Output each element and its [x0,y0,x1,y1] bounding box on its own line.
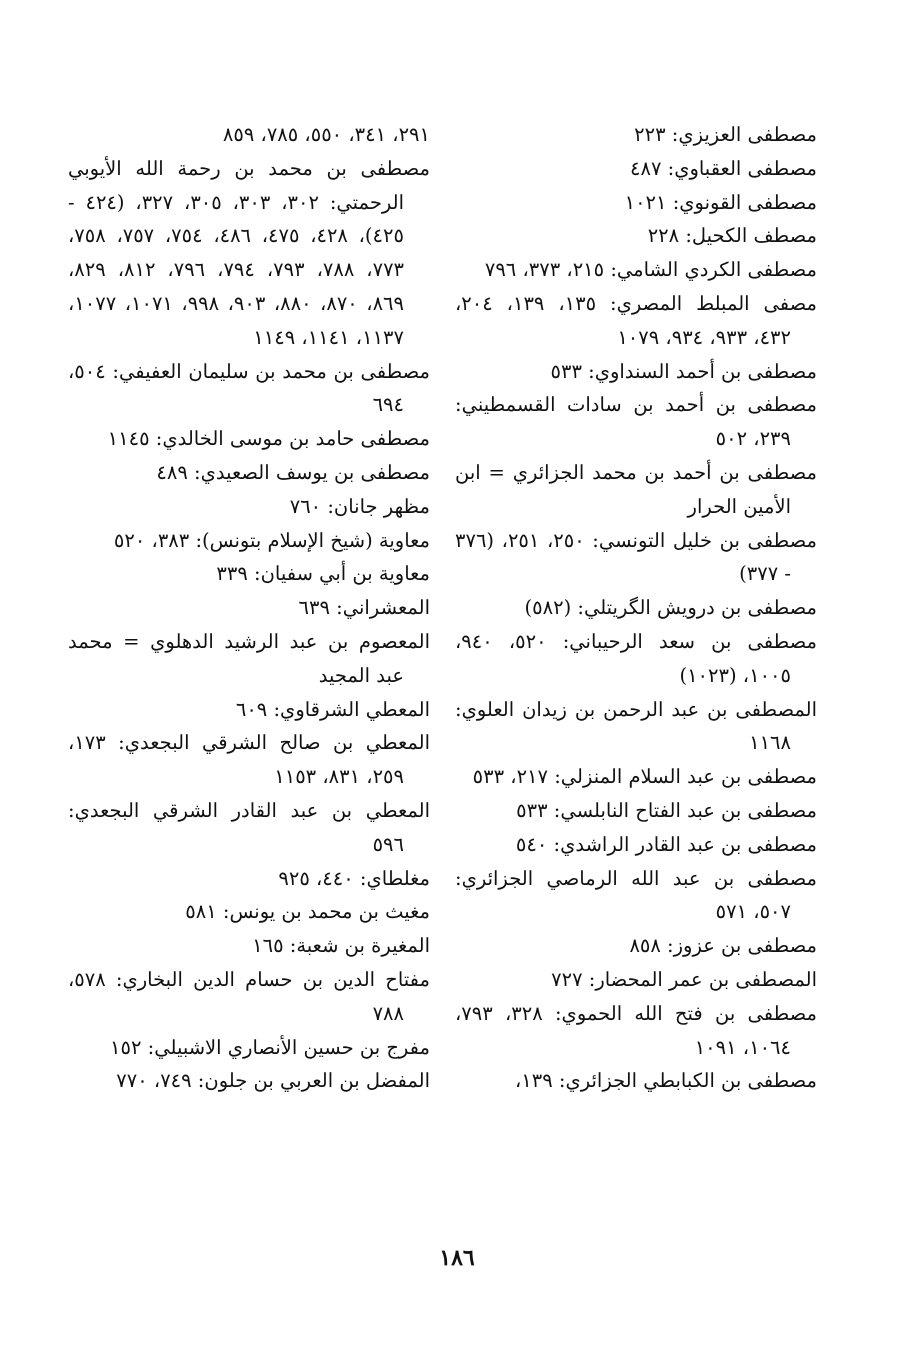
index-entry: مصطفى بن أحمد بن سادات القسمطيني: ٢٣٩، ٥٠٢ [455,393,817,451]
index-column-right [455,118,817,1098]
index-entry: المصطفى بن عمر المحضار: ٧٢٧ [551,967,817,991]
index-entry: مصطفى بن درويش الگريتلي: (٥٨٢) [524,596,817,620]
index-entry: المعطي الشرقاوي: ٦٠٩ [235,697,430,721]
index-entry: معاوية بن أبي سفيان: ٣٣٩ [216,562,430,586]
index-entry: المفضل بن العربي بن جلون: ٧٤٩، ٧٧٠ [116,1069,430,1093]
index-entry: مصطفى بن أحمد السنداوي: ٥٣٣ [550,359,817,383]
index-entry: مفرج بن حسين الأنصاري الاشبيلي: ١٥٢ [110,1035,430,1059]
index-entry: مفتاح الدين بن حسام الدين البخاري: ٥٧٨، ٧٨٨ [68,967,430,1025]
index-entry: مصطفى الكردي الشامي: ٢١٥، ٣٧٣، ٧٩٦ [484,258,817,282]
index-entry: مصطفى بن محمد بن رحمة الله الأيوبي الرحمتي: ٣٠٢، ٣٠٣، ٣٠٥، ٣٢٧، (٤٢٤ - ٤٢٥)، ٤٢٨، ٤٧٥، ٤٨٦، ٧٥٤، ٧٥٧، ٧٥٨، ٧٧٣، ٧٨٨، ٧٩٣، ٧٩٤، ٧٩٦، ٨١٢، ٨٢٩، ٨٦٩، ٨٧٠، ٨٨٠، ٩٠٣، ٩٩٨، ١٠٧١، ١٠٧٧، ١١٣٧، ١١٤١، ١١٤٩ [68,156,430,349]
index-entry: مصطفى بن سعد الرحيباني: ٥٢٠، ٩٤٠، ١٠٠٥، (١٠٢٣) [455,629,817,687]
index-entry: مصفى المبلط المصري: ١٣٥، ١٣٩، ٢٠٤، ٤٣٢، ٩٣٣، ٩٣٤، ١٠٧٩ [455,291,817,349]
index-entry: مصطفى بن عبد الله الرماصي الجزائري: ٥٠٧، ٥٧١ [455,866,817,924]
index-entry: مصطفى بن عزوز: ٨٥٨ [629,934,817,958]
index-entry: المعطي بن عبد القادر الشرقي البجعدي: ٥٩٦ [68,798,430,856]
index-entry: مصطفى العزيزي: ٢٢٣ [634,123,817,146]
index-entry: مصطفى بن الكبابطي الجزائري: ١٣٩، [514,1069,817,1093]
index-entry: مغلطاي: ٤٤٠، ٩٢٥ [278,866,430,890]
index-entry: مصطفى بن عبد السلام المنزلي: ٢١٧، ٥٣٣ [472,765,817,789]
index-entry: المغيرة بن شعبة: ١٦٥ [252,934,430,958]
index-entry-continuation: ٢٩١، ٣٤١، ٥٥٠، ٧٨٥، ٨٥٩ [222,123,430,146]
index-entry: المعشراني: ٦٣٩ [298,596,430,620]
index-entry: المعصوم بن عبد الرشيد الدهلوي = محمد عبد المجيد [68,629,430,687]
index-entry: المصطفى بن عبد الرحمن بن زيدان العلوي: ١١٦٨ [455,697,817,755]
index-entry: معاوية (شيخ الإسلام بتونس): ٣٨٣، ٥٢٠ [113,528,430,552]
index-entry: مصطفى بن عبد الفتاح النابلسي: ٥٣٣ [516,798,817,822]
index-entry: مصطفى حامد بن موسى الخالدي: ١١٤٥ [107,427,430,451]
index-entry: مظهر جانان: ٧٦٠ [289,494,430,518]
index-entry: مصطفى بن فتح الله الحموي: ٣٢٨، ٧٩٣، ١٠٦٤، ١٠٩١ [455,1001,818,1059]
index-column-left [68,118,430,1098]
index-entry: مصطفى بن خليل التونسي: ٢٥٠، ٢٥١، (٣٧٦ - ٣٧٧) [455,528,817,586]
index-entry: مصطف الكحيل: ٢٢٨ [647,224,817,248]
index-entry: المعطي بن صالح الشرقي البجعدي: ١٧٣، ٢٥٩، ٨٣١، ١١٥٣ [68,731,430,789]
index-entry: مغيث بن محمد بن يونس: ٥٨١ [185,900,430,924]
index-entry: مصطفى العقباوي: ٤٨٧ [630,156,817,180]
index-entry: مصطفى بن محمد بن سليمان العفيفي: ٥٠٤، ٦٩٤ [68,359,430,417]
index-entry: مصطفى القونوي: ١٠٢١ [624,190,817,214]
index-entry: مصطفى بن يوسف الصعيدي: ٤٨٩ [156,460,430,484]
index-entry: مصطفى بن أحمد بن محمد الجزائري = ابن الأمين الحرار [455,460,817,518]
index-entry: مصطفى بن عبد القادر الراشدي: ٥٤٠ [515,832,817,856]
page-number: ١٨٦ [439,1245,475,1271]
